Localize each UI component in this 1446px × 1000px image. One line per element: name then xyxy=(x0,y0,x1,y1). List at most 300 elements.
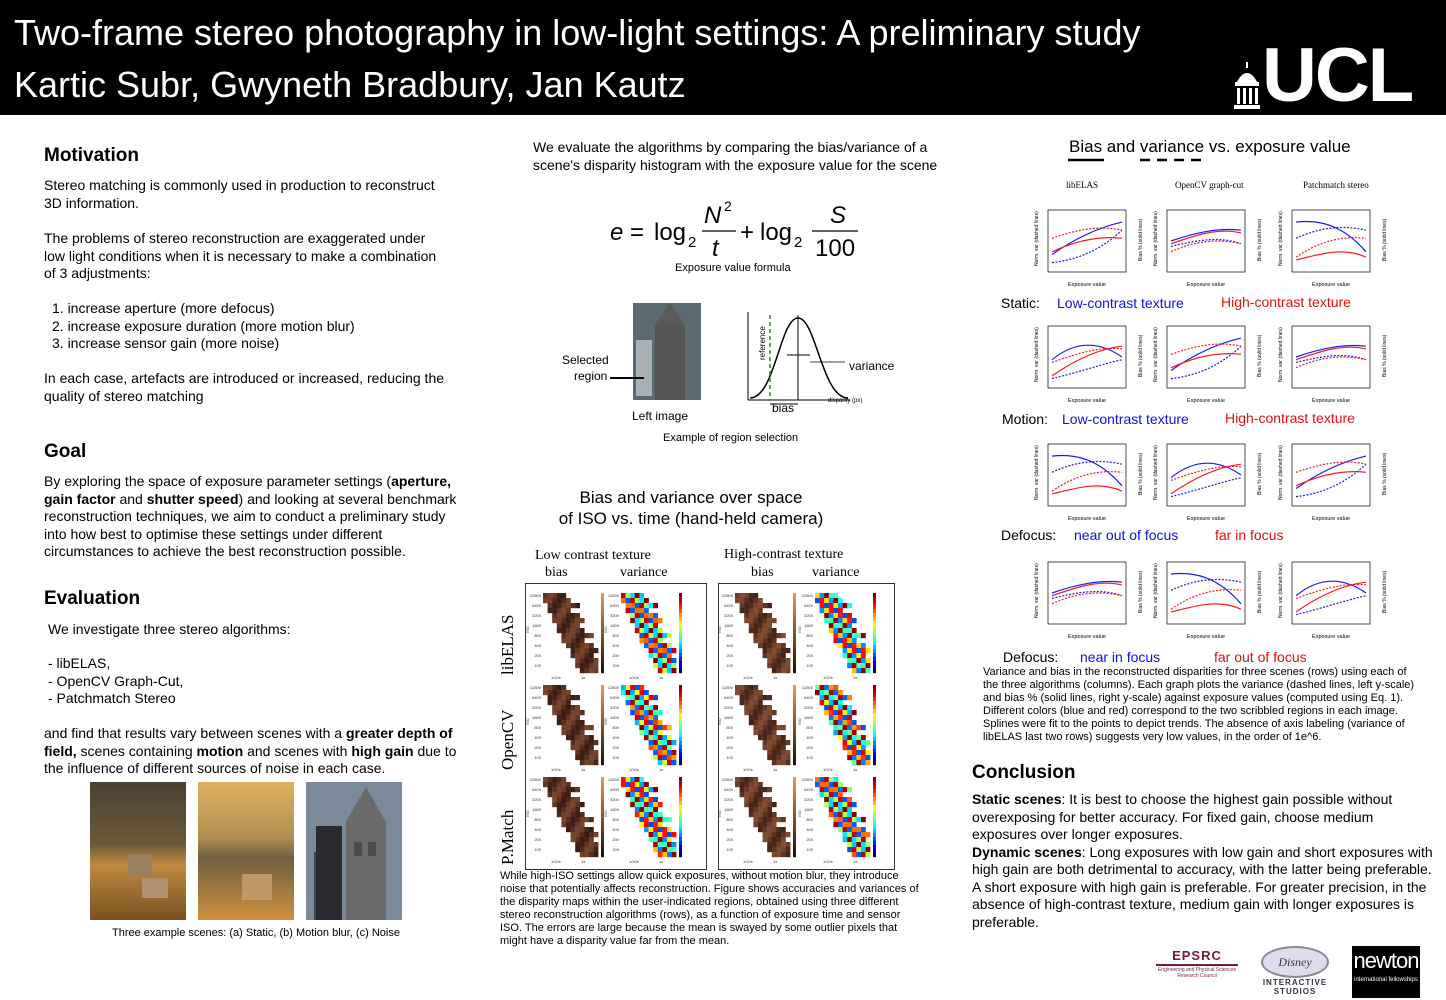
heatmap-cell xyxy=(856,663,861,668)
heatmap-cell xyxy=(852,653,857,658)
iso-tick-label: 800 xyxy=(534,633,541,638)
colorbar-segment xyxy=(873,793,876,797)
colorbar-segment xyxy=(793,653,796,657)
colorbar-segment xyxy=(873,729,876,733)
heatmap-panel xyxy=(525,777,604,864)
iso-axis-label: ISO xyxy=(603,718,608,725)
heatmap-cell xyxy=(557,700,562,705)
heatmap-cell xyxy=(584,842,589,847)
colorbar-segment xyxy=(679,621,682,625)
heatmap-cell xyxy=(662,663,667,668)
iso-tick-label: 100 xyxy=(806,663,813,668)
heatmap-cell xyxy=(820,700,825,705)
iso-tick-label: 200 xyxy=(534,745,541,750)
heatmap-cell xyxy=(852,745,857,750)
iso-title-line: Bias and variance over space xyxy=(579,488,803,507)
heatmap-cell xyxy=(658,658,663,663)
heatmap-cell xyxy=(621,782,626,787)
iso-tick-label: 400 xyxy=(806,735,813,740)
heatmap-cell xyxy=(621,593,626,598)
heatmap-cell xyxy=(815,598,820,603)
iso-tick-label: 3200 xyxy=(532,705,541,710)
heatmap-cell xyxy=(763,812,768,817)
heatmap-cell xyxy=(852,648,857,653)
heatmap-cell xyxy=(847,755,852,760)
heatmap-cell xyxy=(566,730,571,735)
colorbar-segment xyxy=(793,625,796,629)
heatmap-cell xyxy=(644,822,649,827)
heatmap-cell xyxy=(580,638,585,643)
heatmap-cell xyxy=(763,715,768,720)
heatmap-cell xyxy=(589,847,594,852)
heatmap-panel xyxy=(603,685,682,772)
heatmap-cell xyxy=(838,725,843,730)
iso-tick-label: 12800 xyxy=(721,777,733,782)
heatmap-cell xyxy=(635,613,640,618)
heatmap-cell xyxy=(767,623,772,628)
heatmap-cell xyxy=(763,643,768,648)
colorbar-segment xyxy=(679,749,682,753)
heatmap-cell xyxy=(635,623,640,628)
heatmap-cell xyxy=(635,690,640,695)
heatmap-cell xyxy=(548,792,553,797)
heatmap-cell xyxy=(653,623,658,628)
heatmap-cell xyxy=(833,777,838,782)
heatmap-cell xyxy=(740,782,745,787)
colorbar-segment xyxy=(873,825,876,829)
heatmap-cell xyxy=(744,700,749,705)
colorbar-segment xyxy=(601,637,604,641)
heatmap-cell xyxy=(781,633,786,638)
heatmap-cell xyxy=(772,653,777,658)
heatmap-panel xyxy=(797,777,876,864)
heatmap-cell xyxy=(772,628,777,633)
iso-tick-label: 400 xyxy=(726,827,733,832)
heatmap-cell xyxy=(781,725,786,730)
heatmap-cell xyxy=(856,633,861,638)
time-tick-label: 1s xyxy=(581,675,586,680)
y-axis-label-left: Norm. var (dashed lines) xyxy=(1278,563,1284,618)
heatmap-cell xyxy=(753,782,758,787)
heatmap-cell xyxy=(575,745,580,750)
heatmap-cell xyxy=(824,792,829,797)
heatmap-cell xyxy=(571,812,576,817)
colorbar-segment xyxy=(793,785,796,789)
heatmap-cell xyxy=(557,787,562,792)
heatmap-cell xyxy=(672,755,677,760)
heatmap-cell xyxy=(639,797,644,802)
colorbar-segment xyxy=(601,853,604,857)
heatmap-cell xyxy=(744,685,749,690)
y-axis-label-left: Norm. var (dashed lines) xyxy=(1034,327,1040,382)
iso-tick-label: 200 xyxy=(534,837,541,842)
heatmap-cell xyxy=(580,812,585,817)
colorbar-segment xyxy=(601,697,604,701)
row-label-opencv: OpenCV xyxy=(498,709,517,770)
heatmap-cell xyxy=(566,598,571,603)
bias-curve xyxy=(1171,573,1241,603)
heatmap-cell xyxy=(561,690,566,695)
heatmap-cell xyxy=(847,802,852,807)
iso-axis-label: ISO xyxy=(603,810,608,817)
heatmap-cell xyxy=(571,797,576,802)
heatmap-cell xyxy=(847,638,852,643)
heatmap-cell xyxy=(589,837,594,842)
colorbar-segment xyxy=(873,853,876,857)
heatmap-cell xyxy=(658,822,663,827)
heatmap-cell xyxy=(776,740,781,745)
heatmap-cell xyxy=(763,797,768,802)
goal-text xyxy=(44,473,462,561)
iso-tick-label: 200 xyxy=(726,745,733,750)
heatmap-cell xyxy=(644,802,649,807)
heatmap-cell xyxy=(662,740,667,745)
colorbar-segment xyxy=(793,781,796,785)
heatmap-cell xyxy=(649,787,654,792)
heatmap-cell xyxy=(856,643,861,648)
heatmap-cell xyxy=(672,658,677,663)
heatmap-cell xyxy=(626,792,631,797)
iso-tick-label: 3200 xyxy=(724,797,733,802)
heatmap-cell xyxy=(829,710,834,715)
heatmap-cell xyxy=(630,782,635,787)
heatmap-cell xyxy=(838,812,843,817)
colorbar-segment xyxy=(873,645,876,649)
heatmap-cell xyxy=(753,710,758,715)
heatmap-cell xyxy=(571,817,576,822)
list-item: 1. increase aperture (more defocus) xyxy=(52,300,275,316)
heatmap-cell xyxy=(635,685,640,690)
colorbar-segment xyxy=(873,741,876,745)
colorbar-segment xyxy=(679,817,682,821)
heatmap-cell xyxy=(847,745,852,750)
heatmap-cell xyxy=(781,750,786,755)
heatmap-cell xyxy=(852,802,857,807)
legend-line-styles xyxy=(1068,156,1208,164)
heatmap-cell xyxy=(856,735,861,740)
heatmap-cell xyxy=(672,760,677,765)
heatmap-cell xyxy=(566,690,571,695)
heatmap-cell xyxy=(639,720,644,725)
heatmap-cell xyxy=(767,787,772,792)
heatmap-cell xyxy=(571,730,576,735)
colorbar-segment xyxy=(873,845,876,849)
time-tick-label: 1s xyxy=(773,859,778,864)
heatmap-cell xyxy=(584,750,589,755)
heatmap-cell xyxy=(639,807,644,812)
heatmap-cell xyxy=(824,608,829,613)
disney-sub-text: INTERACTIVE xyxy=(1262,978,1328,987)
heatmap-cell xyxy=(575,633,580,638)
heatmap-cell xyxy=(843,653,848,658)
heatmap-cell xyxy=(653,628,658,633)
colorbar-segment xyxy=(873,649,876,653)
heatmap-cell xyxy=(644,705,649,710)
heatmap-cell xyxy=(776,643,781,648)
heatmap-cell xyxy=(548,782,553,787)
heatmap-cell xyxy=(557,710,562,715)
heatmap-cell xyxy=(838,633,843,638)
heatmap-cell xyxy=(557,623,562,628)
iso-tick-label: 100 xyxy=(534,755,541,760)
colorbar-segment xyxy=(601,849,604,853)
heatmap-cell xyxy=(772,658,777,663)
iso-tick-label: 1600 xyxy=(724,623,733,628)
iso-tick-label: 3200 xyxy=(724,613,733,618)
heatmap-cell xyxy=(749,593,754,598)
heatmap-cell xyxy=(552,593,557,598)
heatmap-cell xyxy=(658,668,663,673)
colorbar-segment xyxy=(793,697,796,701)
heatmap-cell xyxy=(653,740,658,745)
colorbar-segment xyxy=(873,805,876,809)
colorbar-segment xyxy=(679,821,682,825)
heatmap-cell xyxy=(626,603,631,608)
time-tick-label: 1/10s xyxy=(551,767,561,772)
heatmap-cell xyxy=(866,842,871,847)
heatmap-cell xyxy=(594,648,599,653)
heatmap-cell xyxy=(584,827,589,832)
iso-tick-label: 400 xyxy=(534,735,541,740)
heatmap-cell xyxy=(758,720,763,725)
bias-curve xyxy=(1296,252,1366,260)
heatmap-cell xyxy=(644,623,649,628)
heatmap-cell xyxy=(566,817,571,822)
heatmap-cell xyxy=(580,832,585,837)
heatmap-cell xyxy=(767,822,772,827)
heatmap-cell xyxy=(557,608,562,613)
iso-tick-label: 100 xyxy=(612,663,619,668)
heatmap-cell xyxy=(639,598,644,603)
heatmap-cell xyxy=(635,787,640,792)
heatmap-cell xyxy=(566,735,571,740)
heatmap-cell xyxy=(852,852,857,857)
heatmap-cell xyxy=(575,715,580,720)
colorbar-segment xyxy=(793,661,796,665)
heatmap-cell xyxy=(776,817,781,822)
heatmap-cell xyxy=(580,643,585,648)
heatmap-cell xyxy=(758,787,763,792)
iso-tick-label: 6400 xyxy=(610,695,619,700)
heatmap-cell xyxy=(856,817,861,822)
heatmap-cell xyxy=(786,847,791,852)
heatmap-cell xyxy=(635,715,640,720)
heatmap-cell xyxy=(767,638,772,643)
iso-tick-label: 6400 xyxy=(724,787,733,792)
heatmap-cell xyxy=(758,618,763,623)
colorbar-segment xyxy=(679,701,682,705)
heatmap-cell xyxy=(758,802,763,807)
heatmap-cell xyxy=(758,690,763,695)
heatmap-cell xyxy=(740,777,745,782)
colorbar-segment xyxy=(679,645,682,649)
iso-tick-label: 200 xyxy=(806,837,813,842)
heatmap-cell xyxy=(852,710,857,715)
heatmap-cell xyxy=(781,760,786,765)
heatmap-cell xyxy=(561,807,566,812)
colorbar-segment xyxy=(873,813,876,817)
iso-tick-label: 400 xyxy=(612,643,619,648)
heatmap-cell xyxy=(543,777,548,782)
heatmap-cell xyxy=(744,797,749,802)
heatmap-cell xyxy=(575,735,580,740)
heatmap-cell xyxy=(856,842,861,847)
heatmap-cell xyxy=(635,802,640,807)
heatmap-cell xyxy=(767,842,772,847)
heatmap-panel xyxy=(525,593,604,680)
heatmap-cell xyxy=(672,852,677,857)
heatmap-cell xyxy=(548,593,553,598)
heatmap-cell xyxy=(838,700,843,705)
heatmap-cell xyxy=(561,603,566,608)
heatmap-cell xyxy=(653,658,658,663)
heatmap-cell xyxy=(786,760,791,765)
iso-axis-label: ISO xyxy=(525,626,530,633)
colorbar-segment xyxy=(679,625,682,629)
heatmap-cell xyxy=(843,628,848,633)
heatmap-cell xyxy=(653,618,658,623)
heatmap-cell xyxy=(847,643,852,648)
heatmap-cell xyxy=(824,777,829,782)
heatmap-cell xyxy=(749,618,754,623)
heatmap-cell xyxy=(561,593,566,598)
heatmap-cell xyxy=(653,633,658,638)
heatmap-cell xyxy=(767,730,772,735)
heatmap-cell xyxy=(584,668,589,673)
colorbar-segment xyxy=(601,657,604,661)
iso-tick-label: 200 xyxy=(612,745,619,750)
heatmap-cell xyxy=(594,668,599,673)
heatmap-cell xyxy=(861,643,866,648)
colorbar-segment xyxy=(873,781,876,785)
colorbar-segment xyxy=(793,757,796,761)
heatmap-cell xyxy=(744,690,749,695)
heatmap-cell xyxy=(639,822,644,827)
heatmap-cell xyxy=(575,618,580,623)
goal-text-part: By exploring the space of exposure parameter settings ( xyxy=(44,473,392,489)
heatmap-cell xyxy=(594,842,599,847)
heatmap-cell xyxy=(589,842,594,847)
heatmap-cell xyxy=(667,755,672,760)
legend-blue-motion: Low-contrast texture xyxy=(1062,411,1189,427)
colorbar-segment xyxy=(679,757,682,761)
heatmap-cell xyxy=(584,648,589,653)
y-axis-label-right: Bias % (solid lines) xyxy=(1382,452,1388,495)
svg-text:2: 2 xyxy=(794,234,803,251)
heatmap-cell xyxy=(861,760,866,765)
list-item: - libELAS, xyxy=(48,655,111,671)
heatmap-cell xyxy=(653,797,658,802)
heatmap-cell xyxy=(753,628,758,633)
heatmap-cell xyxy=(856,658,861,663)
heatmap-cell xyxy=(571,837,576,842)
heatmap-cell xyxy=(575,628,580,633)
heatmap-cell xyxy=(672,663,677,668)
heatmap-cell xyxy=(829,685,834,690)
y-axis-label-right: Bias % (solid lines) xyxy=(1382,218,1388,261)
colorbar-segment xyxy=(793,817,796,821)
heatmap-cell xyxy=(829,695,834,700)
iso-tick-label: 800 xyxy=(806,817,813,822)
heatmap-cell xyxy=(749,782,754,787)
heatmap-cell xyxy=(667,643,672,648)
heatmap-cell xyxy=(815,593,820,598)
heatmap-cell xyxy=(635,628,640,633)
goal-text-part: and xyxy=(115,490,147,507)
svg-text:N: N xyxy=(704,202,722,229)
heatmap-cell xyxy=(635,792,640,797)
heatmap-cell xyxy=(767,725,772,730)
heatmap-cell xyxy=(644,613,649,618)
heatmap-cell xyxy=(852,832,857,837)
heatmap-cell xyxy=(753,618,758,623)
heatmap-cell xyxy=(833,720,838,725)
heatmap-cell xyxy=(781,827,786,832)
heatmap-cell xyxy=(753,797,758,802)
heatmap-cell xyxy=(772,710,777,715)
heatmap-cell xyxy=(672,668,677,673)
iso-tick-label: 6400 xyxy=(804,695,813,700)
heatmap-cell xyxy=(644,725,649,730)
heatmap-cell xyxy=(847,817,852,822)
colorbar-segment xyxy=(873,833,876,837)
heatmap-cell xyxy=(639,638,644,643)
heatmap-cell xyxy=(753,705,758,710)
heatmap-cell xyxy=(772,837,777,842)
heatmap-cell xyxy=(824,603,829,608)
heatmap-cell xyxy=(571,705,576,710)
colorbar-segment xyxy=(793,741,796,745)
colorbar-segment xyxy=(873,657,876,661)
heatmap-cell xyxy=(552,787,557,792)
heatmap-cell xyxy=(580,837,585,842)
colorbar-segment xyxy=(873,725,876,729)
eval-bold: motion xyxy=(196,742,244,759)
heatmap-cell xyxy=(580,668,585,673)
colorbar-segment xyxy=(679,601,682,605)
high-contrast-header: High-contrast texture xyxy=(724,547,844,562)
iso-tick-label: 6400 xyxy=(532,695,541,700)
heatmap-cell xyxy=(649,643,654,648)
time-tick-label: 1s xyxy=(659,767,664,772)
heatmap-cell xyxy=(838,720,843,725)
heatmap-cell xyxy=(753,730,758,735)
heatmap-cell xyxy=(658,720,663,725)
colorbar-segment xyxy=(601,793,604,797)
x-axis-label: Exposure value xyxy=(1187,398,1225,404)
mini-chart xyxy=(1274,440,1392,528)
heatmap-cell xyxy=(749,685,754,690)
heatmap-cell xyxy=(772,827,777,832)
heatmap-cell xyxy=(561,685,566,690)
heatmap-cell xyxy=(786,755,791,760)
heatmap-cell xyxy=(561,715,566,720)
heatmap-cell xyxy=(772,760,777,765)
heatmap-cell xyxy=(856,827,861,832)
colorbar-segment xyxy=(601,737,604,741)
heatmap-cell xyxy=(758,822,763,827)
heatmap-cell xyxy=(548,695,553,700)
colorbar-segment xyxy=(679,605,682,609)
heatmap-cell xyxy=(758,705,763,710)
heatmap-cell xyxy=(667,847,672,852)
iso-tick-label: 6400 xyxy=(532,787,541,792)
heatmap-cell xyxy=(566,822,571,827)
heatmap-cell xyxy=(630,710,635,715)
heatmap-cell xyxy=(838,827,843,832)
colorbar-segment xyxy=(793,833,796,837)
colorbar-segment xyxy=(793,621,796,625)
